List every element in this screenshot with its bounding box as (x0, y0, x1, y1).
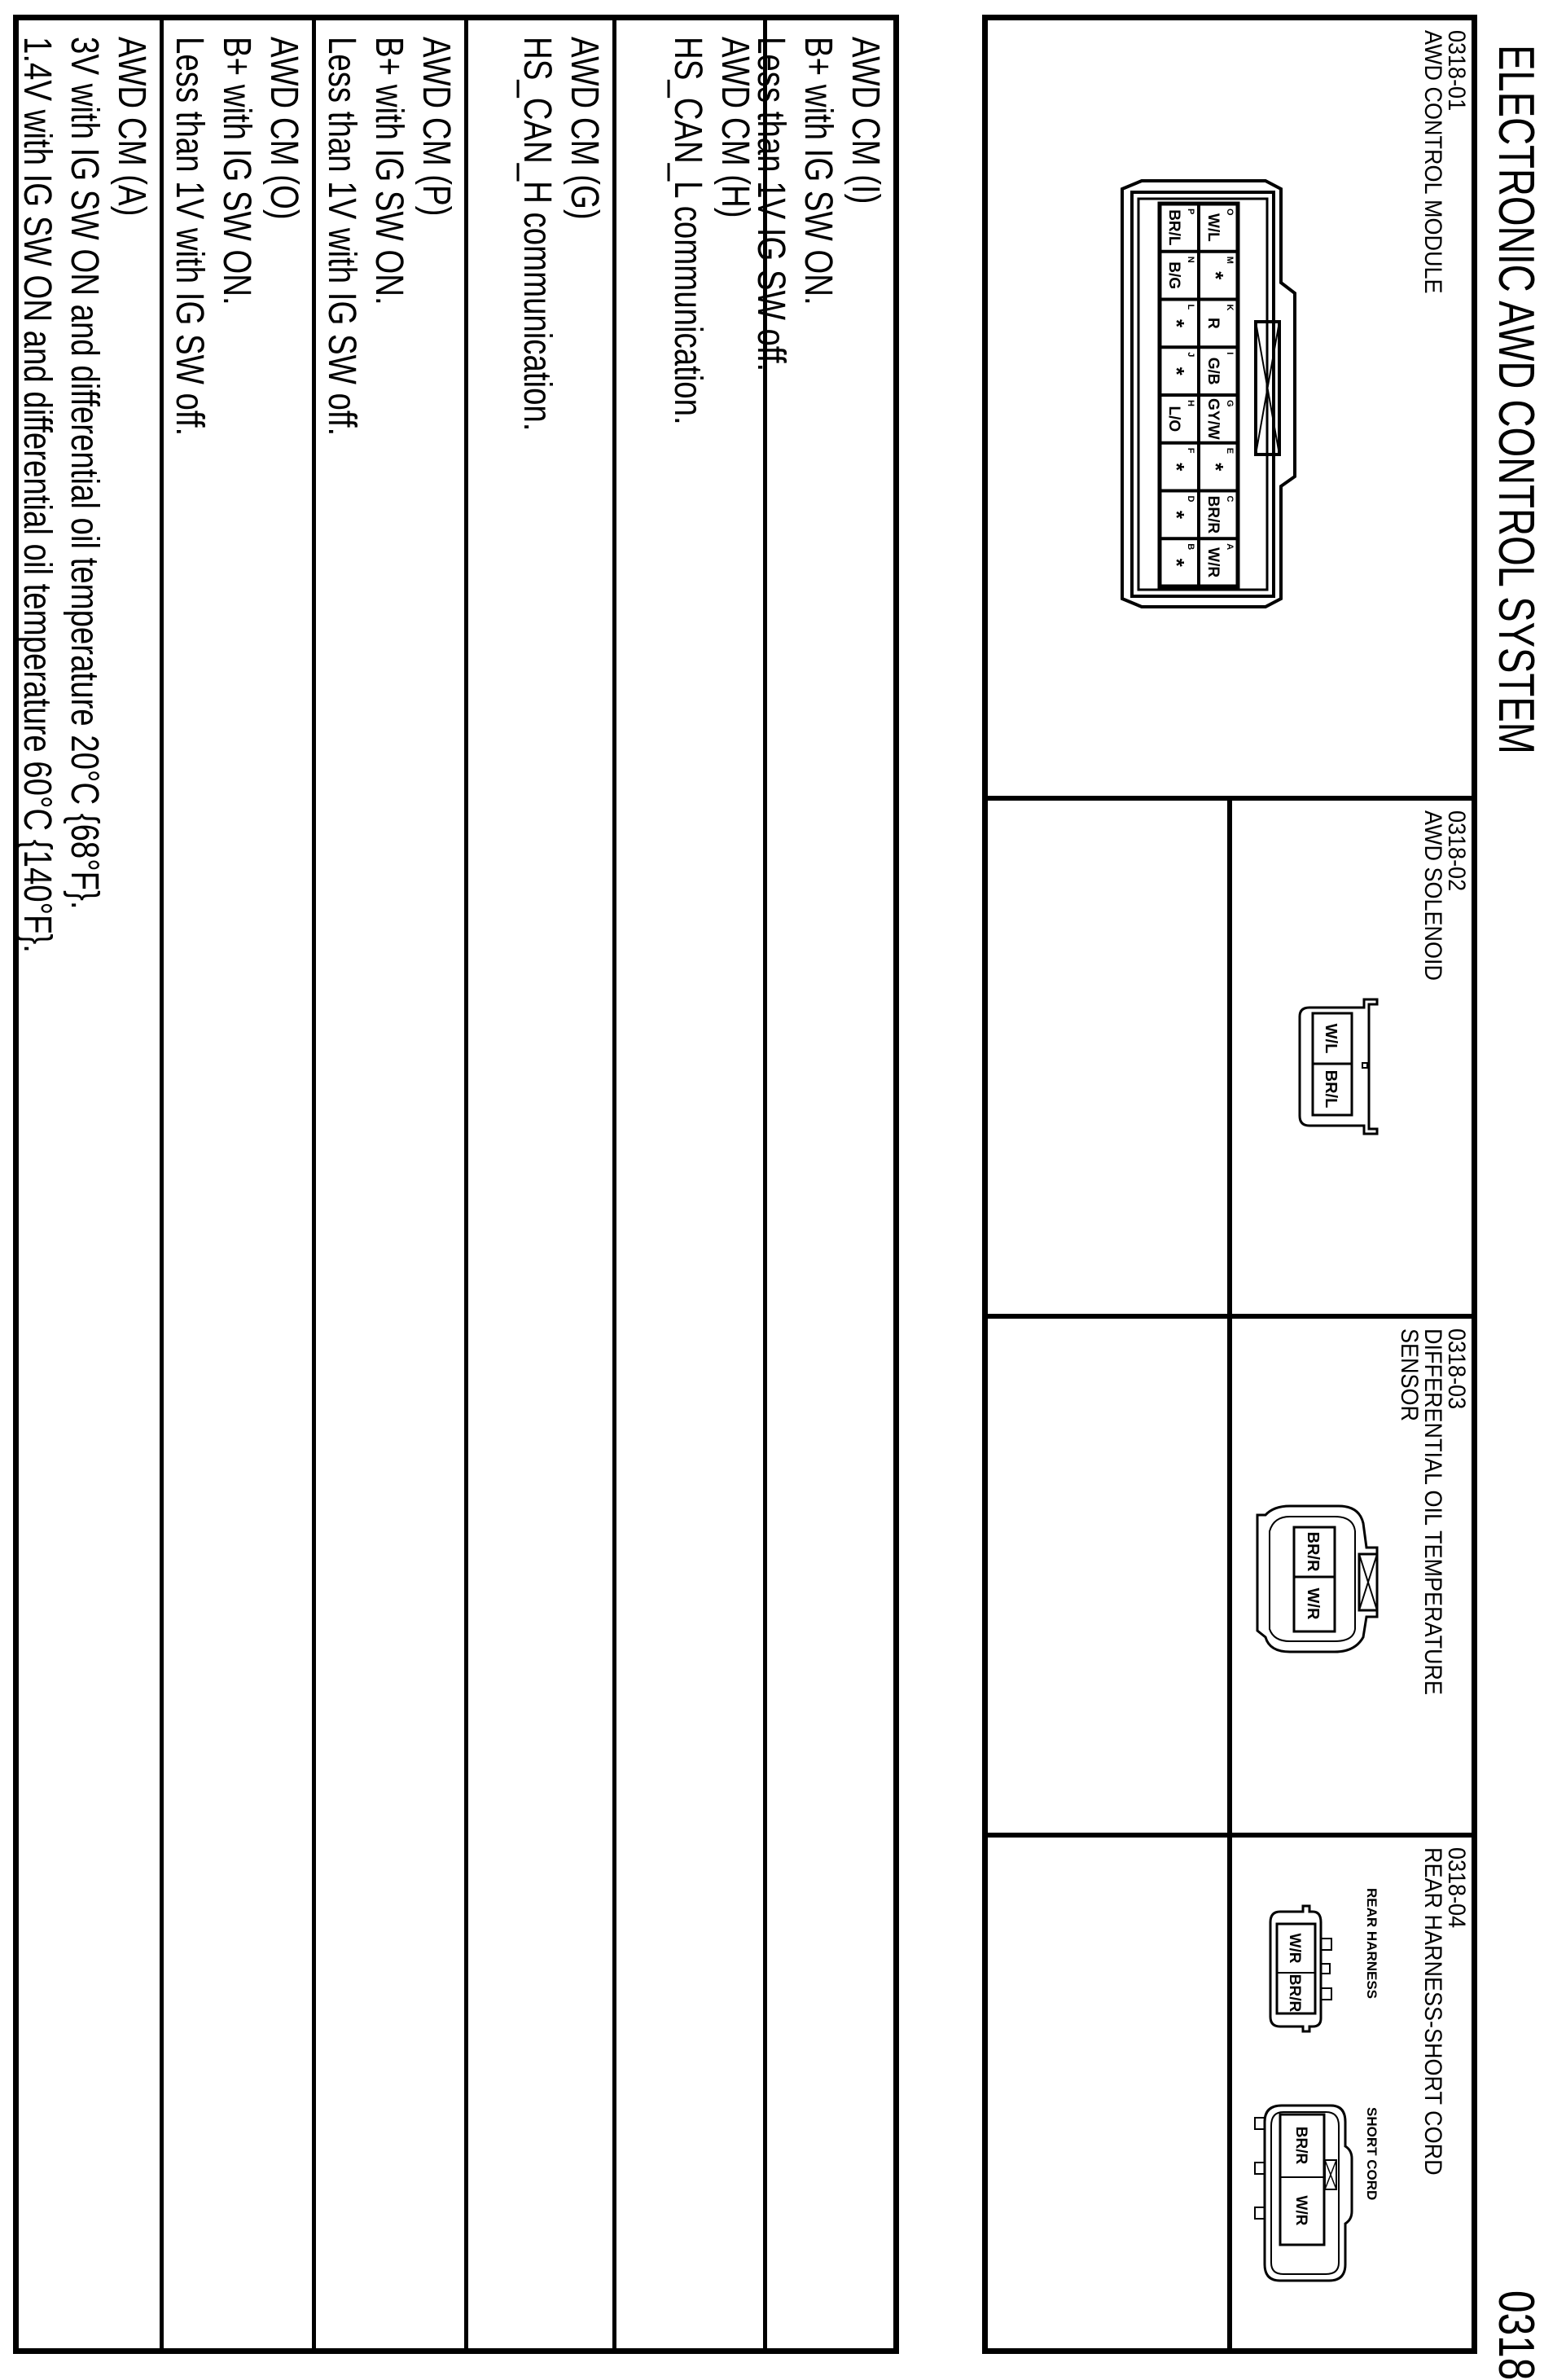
pin-wire-color: BR/L (1322, 1069, 1340, 1109)
pin-letter: G (1225, 400, 1235, 407)
pin-letter: N (1186, 256, 1195, 263)
pin-letter: A (1225, 543, 1235, 551)
page-title: ELECTRONIC AWD CONTROL SYSTEM (1488, 45, 1544, 754)
connector-id: 0318-04 (1443, 1847, 1470, 1929)
short-cord-connector-icon (1255, 2106, 1380, 2281)
pin-letter: D (1186, 495, 1195, 503)
pin-wire-color: R (1204, 318, 1222, 329)
pin-wire-color: BR/L (1165, 209, 1182, 246)
short-cord-label: SHORT CORD (1364, 2107, 1380, 2201)
pin-letter: F (1186, 447, 1195, 454)
pin-wire-color: BR/R (1304, 1531, 1322, 1572)
pin-wire-color: BR/R (1286, 1974, 1303, 2013)
page-number: 0318 (1488, 2290, 1544, 2380)
connector-id: 0318-02 (1443, 810, 1470, 892)
pin-letter: L (1186, 304, 1195, 310)
pin-wire-color: W/R (1304, 1587, 1322, 1620)
pin-wire-color: * (1165, 463, 1189, 472)
oil-temperature-sensor-connector-icon (1257, 1506, 1377, 1652)
pin-letter: M (1225, 256, 1235, 264)
connector-name: REAR HARNESS-SHORT CORD (1419, 1847, 1446, 2176)
terminal-label: AWD CM (G) (563, 37, 606, 220)
pin-letter: O (1225, 209, 1235, 216)
pin-wire-color: GY/W (1204, 398, 1222, 440)
pin-wire-color: L/O (1165, 406, 1182, 433)
connector-name: AWD CONTROL MODULE (1419, 30, 1446, 294)
pin-letter: H (1186, 400, 1195, 406)
pin-letter: K (1225, 304, 1235, 311)
pin-wire-color: BR/R (1292, 2126, 1309, 2165)
pin-letter: P (1186, 209, 1195, 215)
terminal-label: AWD CM (I) (844, 37, 887, 204)
pin-wire-color: W/L (1204, 213, 1222, 242)
pin-wire-color: W/R (1292, 2195, 1309, 2226)
terminal-description: B+ with IG SW ON. (796, 37, 840, 305)
pin-letter: B (1186, 543, 1195, 551)
awd-solenoid-connector-icon (1300, 999, 1377, 1134)
connector-id: 0318-01 (1443, 30, 1470, 112)
terminal-description: Less than 1V with IG SW off. (320, 37, 363, 437)
terminal-label: AWD CM (P) (415, 37, 458, 217)
pin-wire-color: * (1204, 463, 1228, 472)
terminal-description: HS_CAN_L communication. (666, 37, 709, 425)
pin-wire-color: * (1165, 510, 1189, 519)
pin-wire-color: * (1165, 558, 1189, 567)
rear-harness-label: REAR HARNESS (1364, 1888, 1380, 2000)
connector-id: 0318-03 (1443, 1328, 1470, 1410)
terminal-description: HS_CAN_H communication. (515, 37, 559, 432)
rear-harness-connector-icon (1270, 1888, 1380, 2031)
awd-control-module-connector-icon (1122, 181, 1295, 607)
terminal-description: B+ with IG SW ON. (367, 37, 410, 305)
terminal-description: 1.4V with IG SW ON and differential oil temperature 60°C {140°F}. (15, 37, 59, 953)
pin-wire-color: * (1165, 318, 1189, 327)
pin-wire-color: B/G (1165, 261, 1182, 290)
terminal-label: AWD CM (H) (713, 37, 757, 218)
pin-letter: E (1225, 447, 1235, 454)
pin-wire-color: W/R (1204, 547, 1222, 578)
connector-name-line-2: SENSOR (1396, 1328, 1423, 1422)
pin-wire-color: G/B (1204, 357, 1222, 385)
connector-name: DIFFERENTIAL OIL TEMPERATURE (1419, 1328, 1446, 1696)
pin-letter: I (1225, 352, 1235, 355)
pin-wire-color: BR/R (1204, 495, 1222, 534)
pin-letter: C (1225, 495, 1235, 503)
pin-wire-color: * (1204, 271, 1228, 280)
pin-letter: J (1186, 352, 1195, 358)
terminal-description: B+ with IG SW ON. (215, 37, 258, 305)
terminal-label: AWD CM (A) (110, 37, 153, 217)
terminal-label: AWD CM (O) (262, 37, 305, 220)
terminal-description: Less than 1V with IG SW off. (168, 37, 211, 437)
connector-name: AWD SOLENOID (1419, 810, 1446, 981)
pin-wire-color: W/R (1286, 1933, 1303, 1964)
terminal-description: 3V with IG SW ON and differential oil temperature 20°C {68°F}. (63, 37, 106, 910)
terminal-description: Less than 1V IG SW off. (749, 37, 792, 372)
pin-wire-color: W/L (1322, 1023, 1340, 1054)
pin-wire-color: * (1165, 367, 1189, 375)
